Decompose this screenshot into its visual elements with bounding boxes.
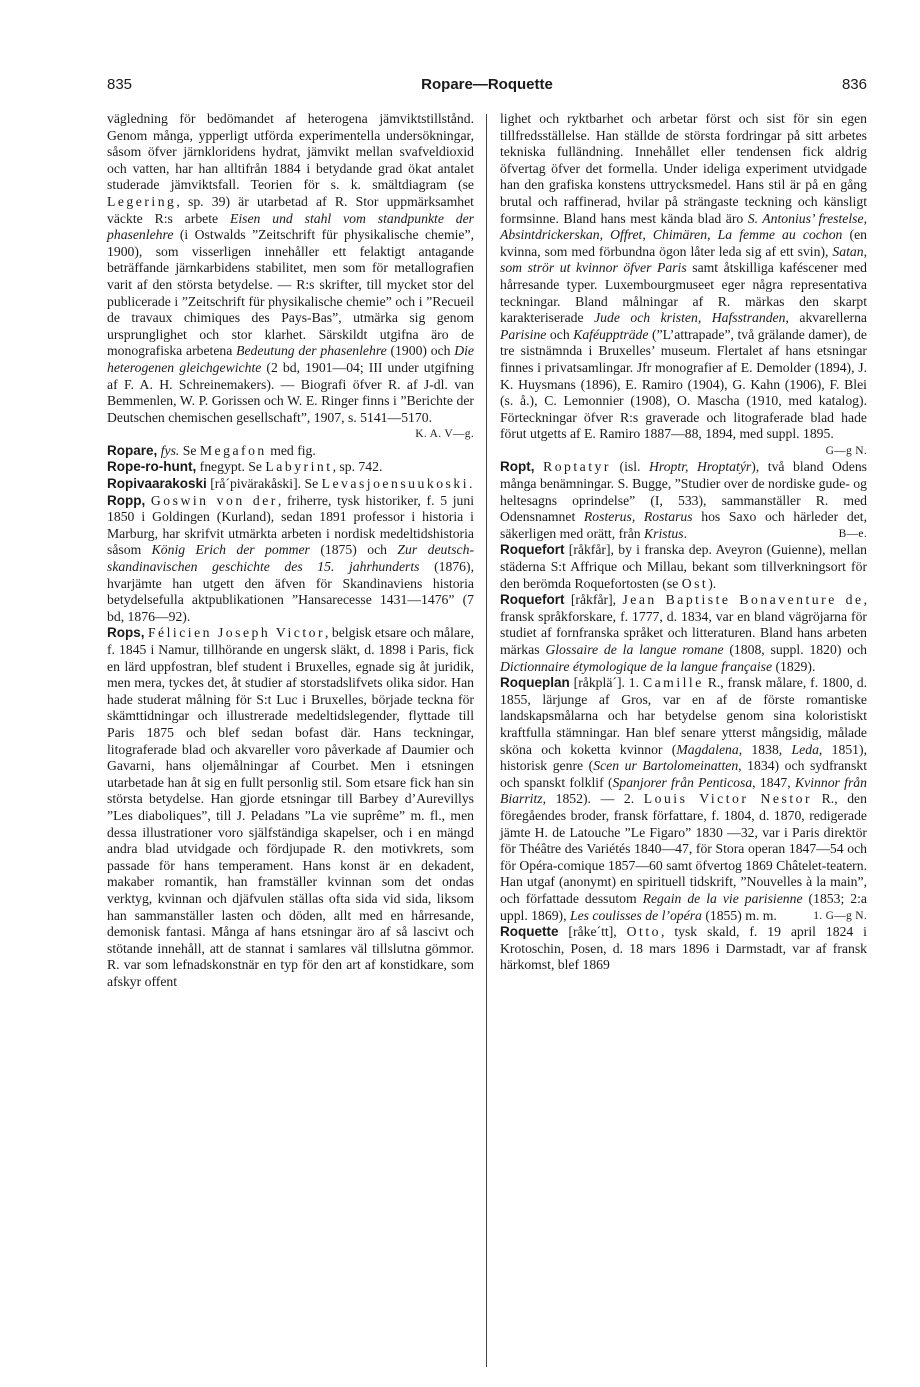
author-signature: K. A. V—g. [415,428,474,441]
headword: Rope-ro-hunt, [107,459,197,475]
entry-ropp: Ropp, Goswin von der, friherre, tysk historiker, f. 5 juni 1850 i Goldingen (Kurland), sedan 1891 professor i historia i Marburg, har skrifvit utmärkta arbeten i nordisk medeltidshistoria såsom König Erich der pommer (1875) och Zur deutsch-skandinavischen geschichte des 15. jahrhunderts (1876), hvarjämte han utgett den äfven för Skandinaviens historia betydelsefulla aktpublikationen ”Hansarecesse 1431—1476” (7 bd, 1876—92). [107,492,475,624]
entry-roqueplan: Roqueplan [råkplä´]. 1. Camille R., fransk målare, f. 1800, d. 1855, lärjunge af Gros, var en af de förste romantiske landskapsmålarna och har betydelse genom sina koloristiskt kraftfulla stämningar. Han blef senare ytterst mångsidig, målade sköna och koketta kvinnor (Magdalena, 1838, Leda, 1851), historisk genre (Scen ur Bartolomeinatten, 1834) och sydfranskt och spanskt folklif (Spanjorer från Penticosa, 1847, Kvinnor från Biarritz, 1852). — 2. Louis Victor Nestor R., den föregåendes broder, fransk författare, f. 1804, d. 1870, redigerade jämte H. de Latouche ”Le Figaro” 1830 —32, var i Paris direktör för Théâtre des Variétés 1840—47, för Stora operan 1847—54 och för Opéra-comique 1857—60 samt öfvertog 1869 Châtelet-teatern. Han utgaf (anonymt) en spirituell tidskrift, ”Nouvelles à la main”, och författade dessutom Regain de la vie parisienne (1853; 2:a uppl. 1869), Les coulisses de l’opéra (1855) m. m. 1. G—g N. [500,675,868,923]
entry-rope-ro-hunt: Rope-ro-hunt, fnegypt. Se Labyrint, sp. 742. [107,459,383,475]
entry-continuation-rops: lighet och ryktbarhet och arbetar först och sist för sin egen tillfredsställelse. Han ställde de största fordringar på sitt arbetes tekniska fulländning. Innehållet eller tendensen fick aldrig öfvertag öfver det formella. Under ideliga experiment utvidgade han den grafiska konstens uttrycksmedel. Hans stil är på en gång brutal och raffinerad, hvilar på strängaste teckning och känsligt formsinne. Bland hans mest kända blad äro S. Antonius’ frestelse, Absintdrickerskan, Offret, Chimären, La femme au cochon (en kvinna, som med förbundna ögon låter leda sig af ett svin), Satan, som strör ut kvinnor öfver Paris samt åtskilliga kaféscener med hårresande typer. Luxembourgmuseet eger några representativa teckningar. Bland målningar af R. märkas den skarpt karakteriserade Jude och kristen, Hafsstranden, akvarellerna Parisine och Kaféuppträde (”L’attrapade”, två grälande damer), de tre sistnämnda i Bruxelles’ museum. Flertalet af hans etsningar finnes i privatsamlingar. Jfr monografier af E. Demolder (1894), J. K. Huysmans (1896), E. Ramiro (1904), G. Kahn (1906), F. Blei (s. å.), C. Lemonnier (1908), O. Mascha (1910, med katalog). Förteckningar öfver R:s graverade och litograferade blad hade förut utgetts af E. Ramiro 1887—88, 1894, med suppl. 1895. G—g N. [500,111,867,459]
entry-roquefort-person: Roquefort [råkfår], Jean Baptiste Bonaventure de, fransk språkforskare, f. 1777, d. 1834, var en bland vägröjarna för studiet af fornfranska språket och litteraturen. Bland hans arbeten märkas Glossaire de la langue romane (1808, suppl. 1820) och Dictionnaire étymologique de la langue française (1829). [500,592,867,674]
page-header [107,76,867,100]
entry-ropare: Ropare, fys. Se Megafon med fig. [107,442,316,458]
entry-rops: Rops, Félicien Joseph Victor, belgisk etsare och målare, f. 1845 i Namur, tillhörande en ungersk släkt, d. 1898 i Paris, fick en lärd uppfostran, blef student i Bruxelles, egnade sig åt juridik, men mera, tyckes det, åt studier af storstadslifvets olika sidor. Han hade studerat målning för S:t Luc i Bruxelles, började teckna för skämttidningar och illustrerade medeltidslegender, flyttade till Paris 1875 och blef sedan bofast där. Hans teckningar, litograferade blad och akvareller voro påverkade af Daumier och Gavarni, hans oljemålningar af Courbet. Men i etsningen utarbetade han åt sig en fullt personlig stil. Som etsare fick han sin största betydelse. Han gjorde etsningar till Barbey d’Aurevillys ”Les diaboliques”, till J. Peladans ”La vie suprême” m. fl., men dessa illustrationer voro själfständiga skapelser, och i en mängd andra blad utvidgade och fördjupade R. den motivkrets, som passade för hans temperament. Hans konst är en dekadent, makaber romantik, han framställer kvinnan som det ondas verktyg, kvinnan och djäfvulen ställas ofta sida vid sida, liksom han sammanställer lasten och döden, allt med en hårresande, demonisk fantasi. Många af hans etsningar äro af så lascivt och stötande innehåll, att de stannat i samlares väl tillslutna gömmor. R. var som lefnadskonstnär en typ för den art af konstidkare, som afskyr offent [107,625,475,989]
author-signature: B—e. [838,527,867,540]
entry-ropivaarakoski: Ropivaarakoski [rå´pivärakåski]. Se Levasjoensuukoski. [107,476,473,492]
entry-roquefort-town: Roquefort [råkfår], by i franska dep. Aveyron (Guienne), mellan städerna S:t Affrique och Millau, bekant som tillverkningsort för den berömda Roquefortosten (se Ost). [500,542,867,591]
headword: Roquefort [500,592,565,608]
headword: Roqueplan [500,675,570,691]
entry-continuation-roozeboom: vägledning för bedömandet af heterogena jämviktstillstånd. Genom många, ypperligt utförda experimentella undersökningar, såsom öfver järnkloridens hydrat, jämvikt mellan svafveldioxid och vatten, har han alltifrån 1884 i betydande grad ökat antalet studerade jämviktsfall. Teorien för s. k. smältdiagram (se Legering, sp. 39) är utarbetad af R. Stor uppmärksamhet väckte R:s arbete Eisen und stahl vom standpunkte der phasenlehre (i Ostwalds ”Zeitschrift für physikalische chemie”, 1900), som visserligen innehåller ett felaktigt antagande beträffande järnkarbidens stabilitet, men som för metallografien varit af den största betydelse. — R:s skrifter, till mycket stor del publicerade i ”Zeitschrift für physikalische chemie” och i ”Recueil de travaux chimiques des Pays-Bas”, utmärka sig genom ursprunglighet och stor klarhet. Särskildt utgifna äro de monografiska arbetena Bedeutung der phasenlehre (1900) och Die heterogenen gleichgewichte (2 bd, 1901—04; III under utgifning af F. A. H. Schreinemakers). — Biografi öfver R. af J-dl. van Bemmenlen, W. P. Gorissen och W. E. Ringer finns i ”Berichte der Deutschen chemischen gesellschaft”, 1907, s. 5141—5170. K. A. V—g. [107,111,474,443]
headword: Roquefort [500,542,565,558]
author-signature: 1. G—g N. [813,909,867,922]
right-column [500,111,867,974]
running-title: Ropare—Roquette [421,76,553,93]
entry-ropt: Ropt, Roptatyr (isl. Hroptr, Hroptatýr), två bland Odens många benämningar. S. Bugge, ”Studier over de nordiske gude- og heltesagns oprindelse” (I, 533), sammanställer R. med Odensnamnet Rosterus, Rostarus hos Saxo och härleder det, säkerligen med orätt, från Kristus. B—e. [500,459,867,541]
headword: Ropt, [500,459,535,475]
headword: Ropare, [107,442,158,458]
page-number-left: 835 [107,76,133,93]
headword: Rops, [107,625,145,641]
entry-roquette: Roquette [råke´tt], Otto, tysk skald, f. 19 april 1824 i Krotoschin, Posen, d. 18 mars 1896 i Darmstadt, var af fransk härkomst, blef 1869 [500,924,867,973]
headword: Ropp, [107,492,146,508]
headword: Roquette [500,924,559,940]
column-divider [486,114,487,1367]
headword: Ropivaarakoski [107,476,207,492]
author-signature: G—g N. [825,444,867,457]
page-number-right: 836 [841,76,867,93]
left-column [107,111,474,990]
